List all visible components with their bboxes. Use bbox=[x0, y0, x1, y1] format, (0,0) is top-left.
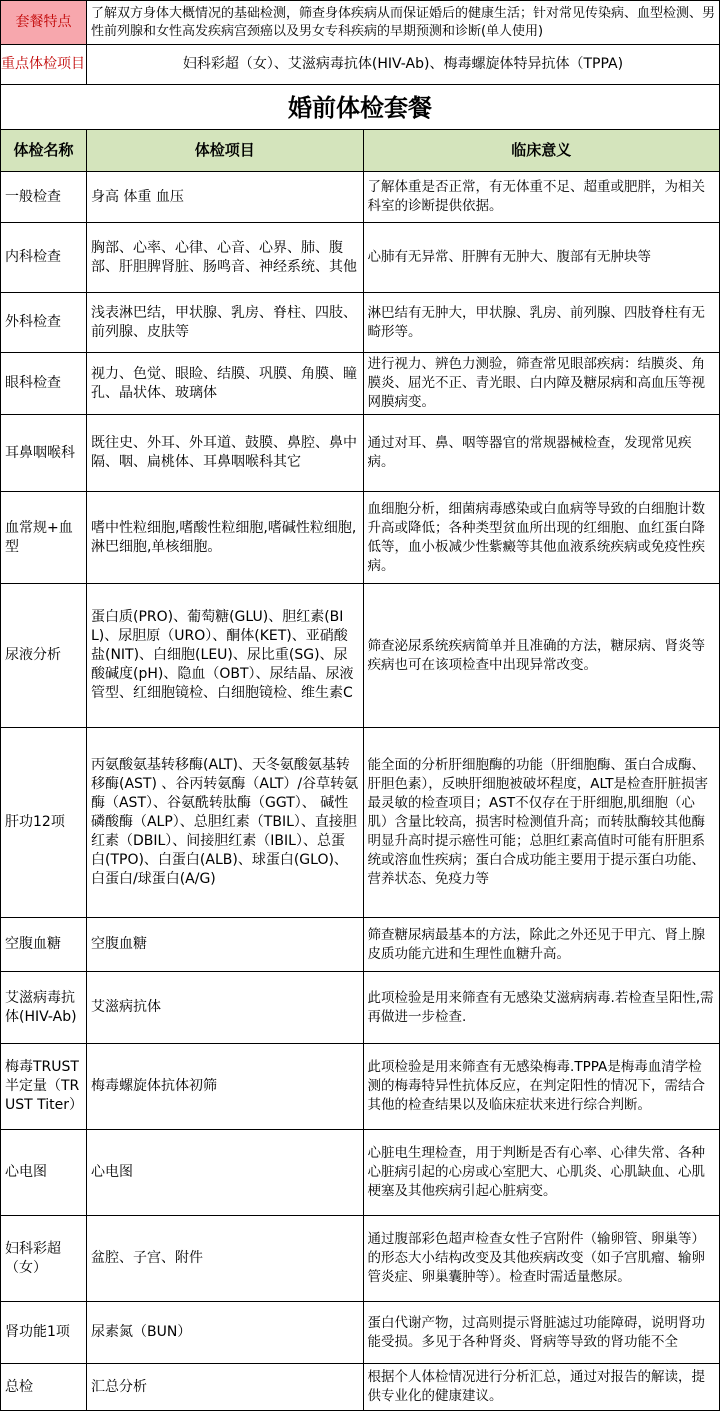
clinical-meaning: 通过腹部彩色超声检查女性子宫附件（输卵管、卵巢等）的形态大小结构改变及其他疾病改变（如子宫肌瘤、输卵管炎症、卵巢囊肿等）。检查时需适量憋尿。 bbox=[363, 1216, 719, 1302]
table-row bbox=[1, 415, 720, 492]
clinical-meaning: 心脏电生理检查，用于判断是否有心率、心律失常、各种心脏病引起的心房或心室肥大、心肌炎、心肌缺血、心肌梗塞及其他疾病引起心脏病变。 bbox=[363, 1130, 719, 1216]
exam-items: 尿素氮（BUN） bbox=[86, 1302, 363, 1364]
table-row bbox=[1, 293, 720, 353]
table-row bbox=[1, 223, 720, 293]
table-row bbox=[1, 1364, 720, 1411]
exam-name: 内科检查 bbox=[1, 223, 87, 293]
exam-name: 血常规+血型 bbox=[1, 492, 87, 584]
key-items-row bbox=[1, 45, 720, 85]
exam-items: 嗜中性粒细胞,嗜酸性粒细胞,嗜碱性粒细胞,淋巴细胞,单核细胞。 bbox=[86, 492, 363, 584]
feature-text: 了解双方身体大概情况的基础检测，筛查身体疾病从而保证婚后的健康生活；针对常见传染病、血型检测、男性前列腺和女性高发疾病宫颈癌以及男女专科疾病的早期预测和诊断(单人使用) bbox=[86, 1, 719, 45]
exam-items: 艾滋病抗体 bbox=[86, 972, 363, 1044]
exam-name: 总检 bbox=[1, 1364, 87, 1411]
clinical-meaning: 血细胞分析，细菌病毒感染或白血病等导致的白细胞计数升高或降低；各种类型贫血所出现的红细胞、血红蛋白降低等，血小板减少性紫癜等其他血液系统疾病或免疫性疾病。 bbox=[363, 492, 719, 584]
exam-items: 身高 体重 血压 bbox=[86, 172, 363, 223]
table-row bbox=[1, 1216, 720, 1302]
clinical-meaning: 根据个人体检情况进行分析汇总，通过对报告的解读，提供专业化的健康建议。 bbox=[363, 1364, 719, 1411]
feature-label: 套餐特点 bbox=[1, 1, 87, 45]
clinical-meaning: 此项检验是用来筛查有无感染梅毒.TPPA是梅毒血清学检测的梅毒特异性抗体反应，在判定阳性的情况下，需结合其他的检查结果以及临床症状来进行综合判断。 bbox=[363, 1044, 719, 1130]
table-row bbox=[1, 353, 720, 415]
exam-items: 汇总分析 bbox=[86, 1364, 363, 1411]
header-row bbox=[1, 130, 720, 172]
clinical-meaning: 筛查泌尿系统疾病简单并且准确的方法，糖尿病、肾炎等疾病也可在该项检查中出现异常改变。 bbox=[363, 584, 719, 728]
package-feature-row bbox=[1, 1, 720, 45]
clinical-meaning: 心肺有无异常、肝脾有无肿大、腹部有无肿块等 bbox=[363, 223, 719, 293]
table-row bbox=[1, 728, 720, 918]
clinical-meaning: 此项检验是用来筛查有无感染艾滋病病毒.若检查呈阳性,需再做进一步检查. bbox=[363, 972, 719, 1044]
exam-name: 艾滋病毒抗体(HIV-Ab) bbox=[1, 972, 87, 1044]
exam-name: 肝功12项 bbox=[1, 728, 87, 918]
clinical-meaning: 蛋白代谢产物，过高则提示肾脏滤过功能障碍，说明肾功能受损。多见于各种肾炎、肾病等导致的肾功能不全 bbox=[363, 1302, 719, 1364]
exam-items: 空腹血糖 bbox=[86, 918, 363, 972]
exam-items: 心电图 bbox=[86, 1130, 363, 1216]
exam-name: 尿液分析 bbox=[1, 584, 87, 728]
header-exam-name: 体检名称 bbox=[1, 130, 87, 172]
key-items-label: 重点体检项目 bbox=[1, 45, 87, 85]
table-row bbox=[1, 918, 720, 972]
table-row bbox=[1, 1302, 720, 1364]
clinical-meaning: 通过对耳、鼻、咽等器官的常规器械检查，发现常见疾病。 bbox=[363, 415, 719, 492]
page-title: 婚前体检套餐 bbox=[1, 85, 720, 130]
exam-name: 耳鼻咽喉科 bbox=[1, 415, 87, 492]
exam-items: 浅表淋巴结，甲状腺、乳房、脊柱、四肢、前列腺、皮肤等 bbox=[86, 293, 363, 353]
exam-name: 心电图 bbox=[1, 1130, 87, 1216]
exam-name: 肾功能1项 bbox=[1, 1302, 87, 1364]
exam-name: 眼科检查 bbox=[1, 353, 87, 415]
exam-name: 妇科彩超（女） bbox=[1, 1216, 87, 1302]
title-row bbox=[1, 85, 720, 130]
exam-items: 视力、色觉、眼睑、结膜、巩膜、角膜、瞳孔、晶状体、玻璃体 bbox=[86, 353, 363, 415]
table-row bbox=[1, 584, 720, 728]
exam-items: 胸部、心率、心律、心音、心界、肺、腹部、肝胆脾肾脏、肠鸣音、神经系统、其他 bbox=[86, 223, 363, 293]
exam-name: 空腹血糖 bbox=[1, 918, 87, 972]
clinical-meaning: 筛查糖尿病最基本的方法，除此之外还见于甲亢、肾上腺皮质功能亢进和生理性血糖升高。 bbox=[363, 918, 719, 972]
exam-name: 一般检查 bbox=[1, 172, 87, 223]
exam-items: 盆腔、子宫、附件 bbox=[86, 1216, 363, 1302]
clinical-meaning: 能全面的分析肝细胞酶的功能（肝细胞酶、蛋白合成酶、肝胆色素），反映肝细胞被破坏程度，ALT是检查肝脏损害最灵敏的检查项目；AST不仅存在于肝细胞,肌细胞（心肌）含量比较高，损害时检测值升高；而转肽酶较其他酶明显升高时提示癌性可能；总胆红素高值时可能有肝胆系统或溶血性疾病；蛋白合成功能主要用于提示蛋白功能、营养状态、免疫力等 bbox=[363, 728, 719, 918]
exam-items: 既往史、外耳、外耳道、鼓膜、鼻腔、鼻中隔、咽、扁桃体、耳鼻咽喉科其它 bbox=[86, 415, 363, 492]
clinical-meaning: 淋巴结有无肿大，甲状腺、乳房、前列腺、四肢脊柱有无畸形等。 bbox=[363, 293, 719, 353]
header-exam-items: 体检项目 bbox=[86, 130, 363, 172]
table-row bbox=[1, 1130, 720, 1216]
clinical-meaning: 进行视力、辨色力测验，筛查常见眼部疾病：结膜炎、角膜炎、屈光不正、青光眼、白内障及糖尿病和高血压等视网膜病变。 bbox=[363, 353, 719, 415]
table-row bbox=[1, 1044, 720, 1130]
table-row bbox=[1, 492, 720, 584]
exam-items: 梅毒螺旋体抗体初筛 bbox=[86, 1044, 363, 1130]
exam-items: 丙氨酸氨基转移酶(ALT)、天冬氨酸氨基转移酶(AST) 、谷丙转氨酶（ALT）/谷草转氨酶（AST）、谷氨酰转肽酶（GGT）、 碱性磷酸酶（ALP）、总胆红素（TBIL）、直接胆红素（DBIL）、间接胆红素（IBIL）、总蛋白(TPO)、白蛋白(ALB)、球蛋白(GLO)、白蛋白/球蛋白(A/G) bbox=[86, 728, 363, 918]
header-clinical-meaning: 临床意义 bbox=[363, 130, 719, 172]
exam-items: 蛋白质(PRO)、葡萄糖(GLU)、胆红素(BIL)、尿胆原（URO）、酮体(KET)、亚硝酸盐(NIT)、白细胞(LEU)、尿比重(SG)、尿酸碱度(pH)、隐血（OBT）、尿结晶、尿液管型、红细胞镜检、白细胞镜检、维生素C bbox=[86, 584, 363, 728]
table-row bbox=[1, 972, 720, 1044]
key-items-text: 妇科彩超（女）、艾滋病毒抗体(HIV-Ab)、梅毒螺旋体特异抗体（TPPA) bbox=[86, 45, 719, 85]
exam-name: 外科检查 bbox=[1, 293, 87, 353]
exam-name: 梅毒TRUST半定量（TRUST Titer） bbox=[1, 1044, 87, 1130]
clinical-meaning: 了解体重是否正常，有无体重不足、超重或肥胖，为相关科室的诊断提供依据。 bbox=[363, 172, 719, 223]
table-row bbox=[1, 172, 720, 223]
